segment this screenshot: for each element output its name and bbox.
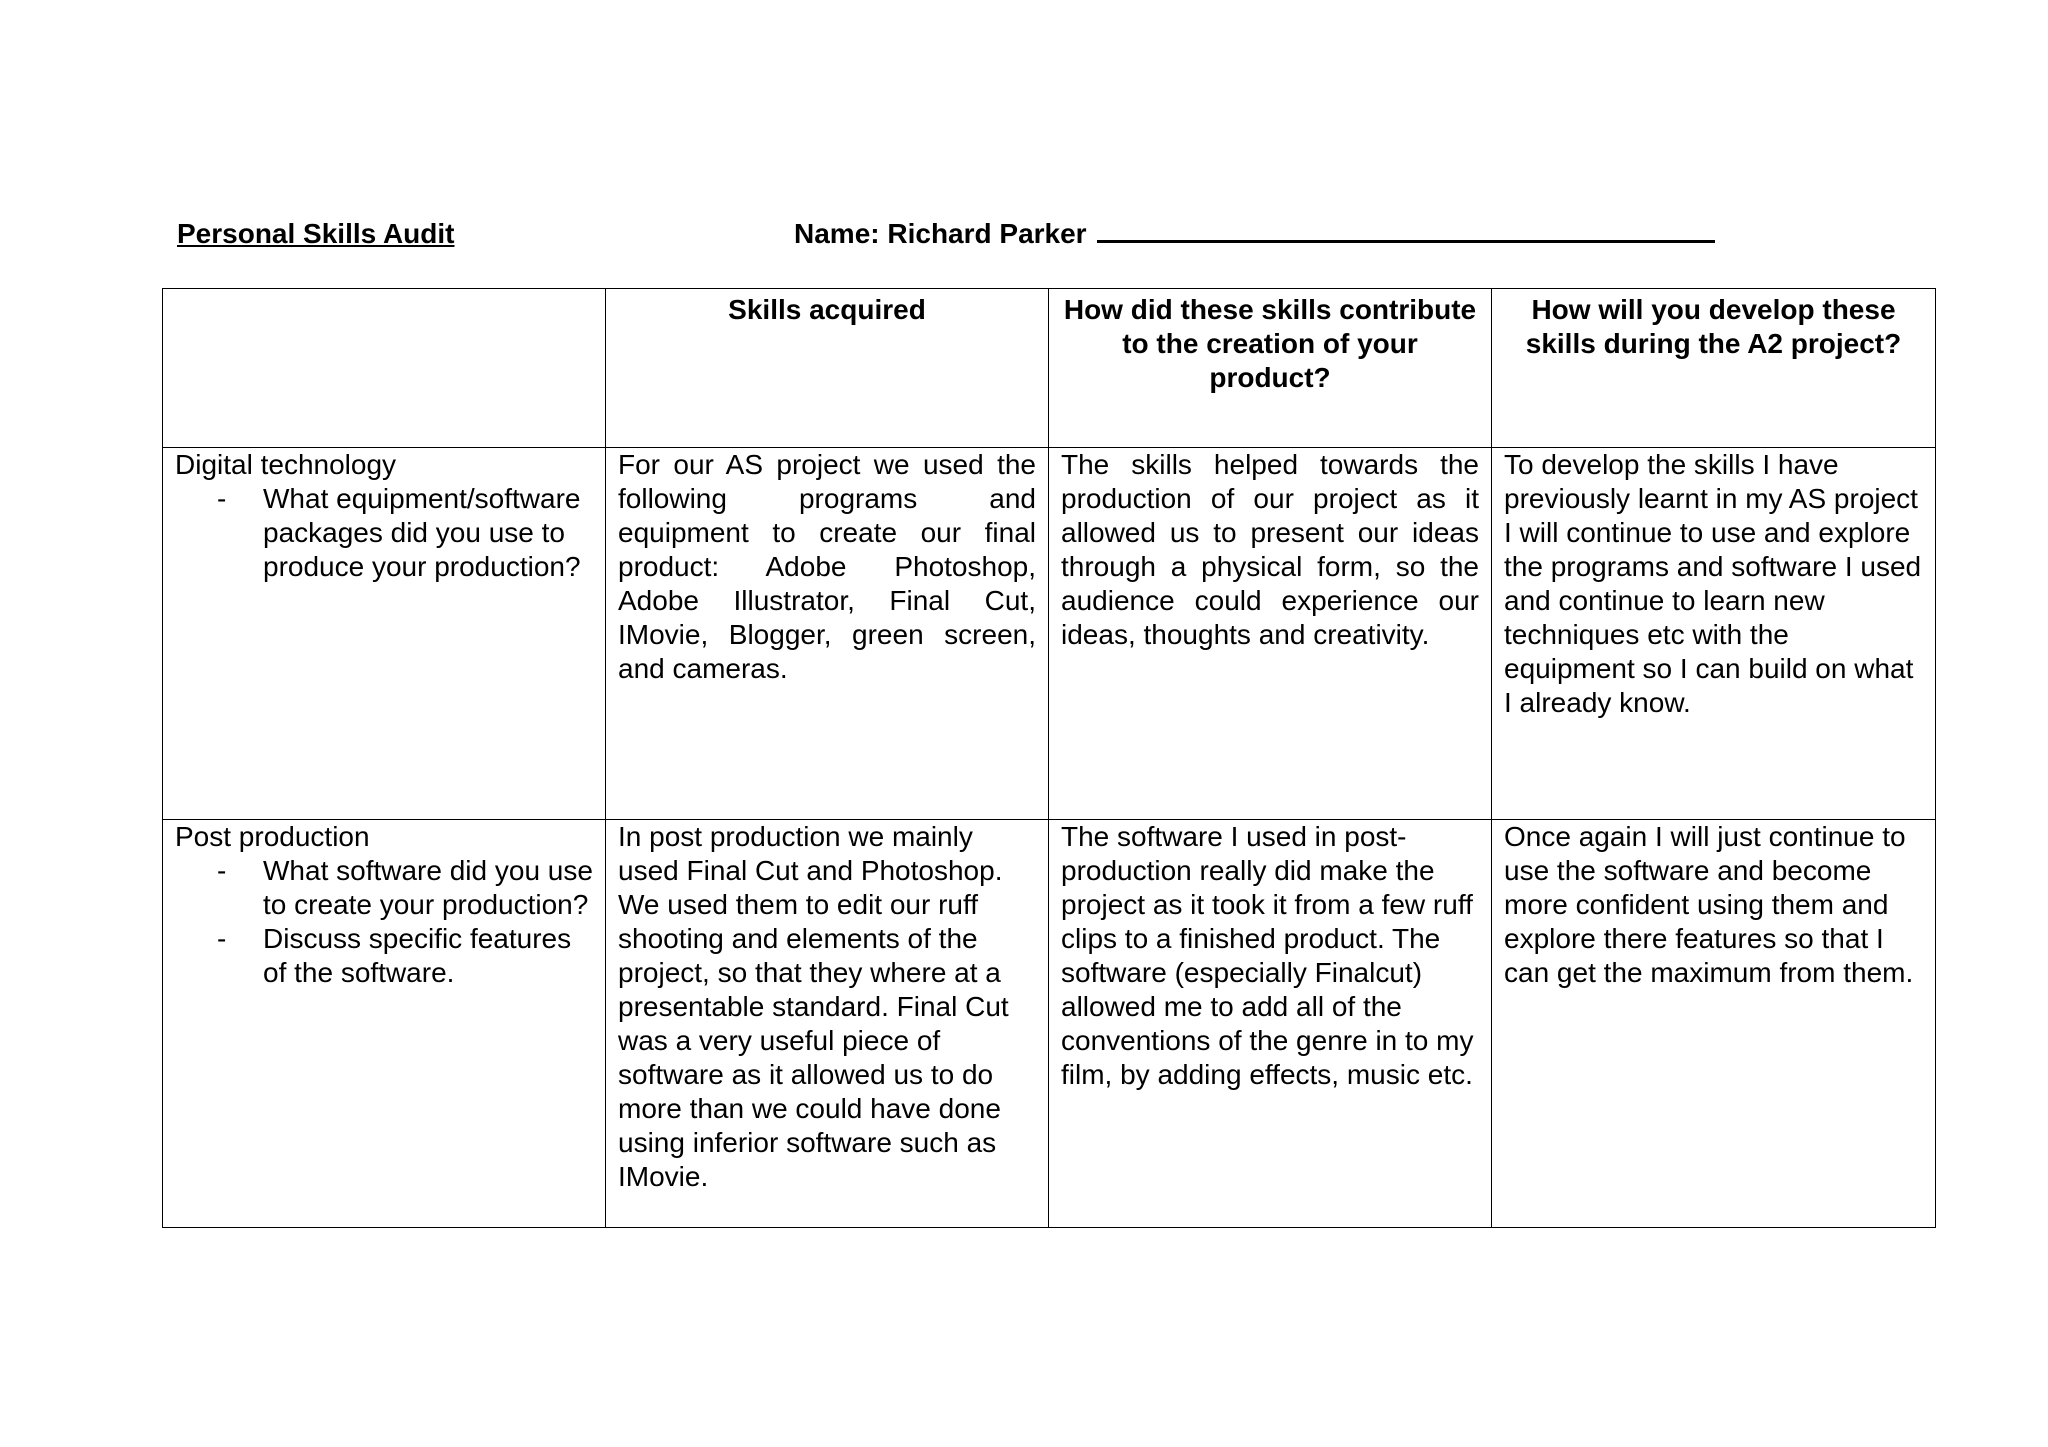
skills-audit-table	[162, 288, 1936, 1228]
page-header	[177, 218, 1877, 258]
table-row	[163, 820, 1936, 1228]
prompt-list	[175, 482, 593, 584]
prompt-item: - What equipment/software packages did you use to produce your production?	[217, 483, 581, 582]
skills-acquired-cell: In post production we mainly used Final Cut and Photoshop. We used them to edit our ruff shooting and elements of the project, so that they where at a presentable standard. Final Cut was a very useful piece of software as it allowed us to do more than we could have done using inferior software such as IMovie.	[606, 820, 1049, 1228]
topic-cell	[163, 448, 606, 820]
header-topic	[163, 289, 606, 448]
name-label: Name: Richard Parker	[794, 218, 1087, 249]
header-development: How will you develop these skills during the A2 project?	[1492, 289, 1936, 448]
contribution-cell: The skills helped towards the production of our project as it allowed us to present our ideas through a physical form, so the audience could experience our ideas, thoughts and creativity.	[1049, 448, 1492, 820]
development-cell: To develop the skills I have previously learnt in my AS project I will continue to use and explore the programs and software I used and continue to learn new techniques etc with the equipment so I can build on what I already know.	[1492, 448, 1936, 820]
name-underline	[1097, 218, 1715, 243]
prompt-list	[175, 854, 593, 990]
header-skills-acquired: Skills acquired	[606, 289, 1049, 448]
contribution-cell: The software I used in post-production really did make the project as it took it from a few ruff clips to a finished product. The software (especially Finalcut) allowed me to add all of the conventions of the genre in to my film, by adding effects, music etc.	[1049, 820, 1492, 1228]
topic-label: Post production	[175, 821, 370, 852]
topic-cell	[163, 820, 606, 1228]
prompt-item: - Discuss specific features of the software.	[217, 923, 572, 988]
topic-label: Digital technology	[175, 449, 397, 480]
development-cell: Once again I will just continue to use the software and become more confident using them and explore there features so that I can get the maximum from them.	[1492, 820, 1936, 1228]
prompt-item: - What software did you use to create your production?	[217, 855, 593, 920]
skills-acquired-cell: For our AS project we used the following programs and equipment to create our final product: Adobe Photoshop, Adobe Illustrator, Final Cut, IMovie, Blogger, green screen, and cameras.	[606, 448, 1049, 820]
header-contribution: How did these skills contribute to the creation of your product?	[1049, 289, 1492, 448]
table-row	[163, 448, 1936, 820]
name-field	[794, 218, 1715, 250]
document-title: Personal Skills Audit	[177, 218, 455, 249]
table-header-row	[163, 289, 1936, 448]
